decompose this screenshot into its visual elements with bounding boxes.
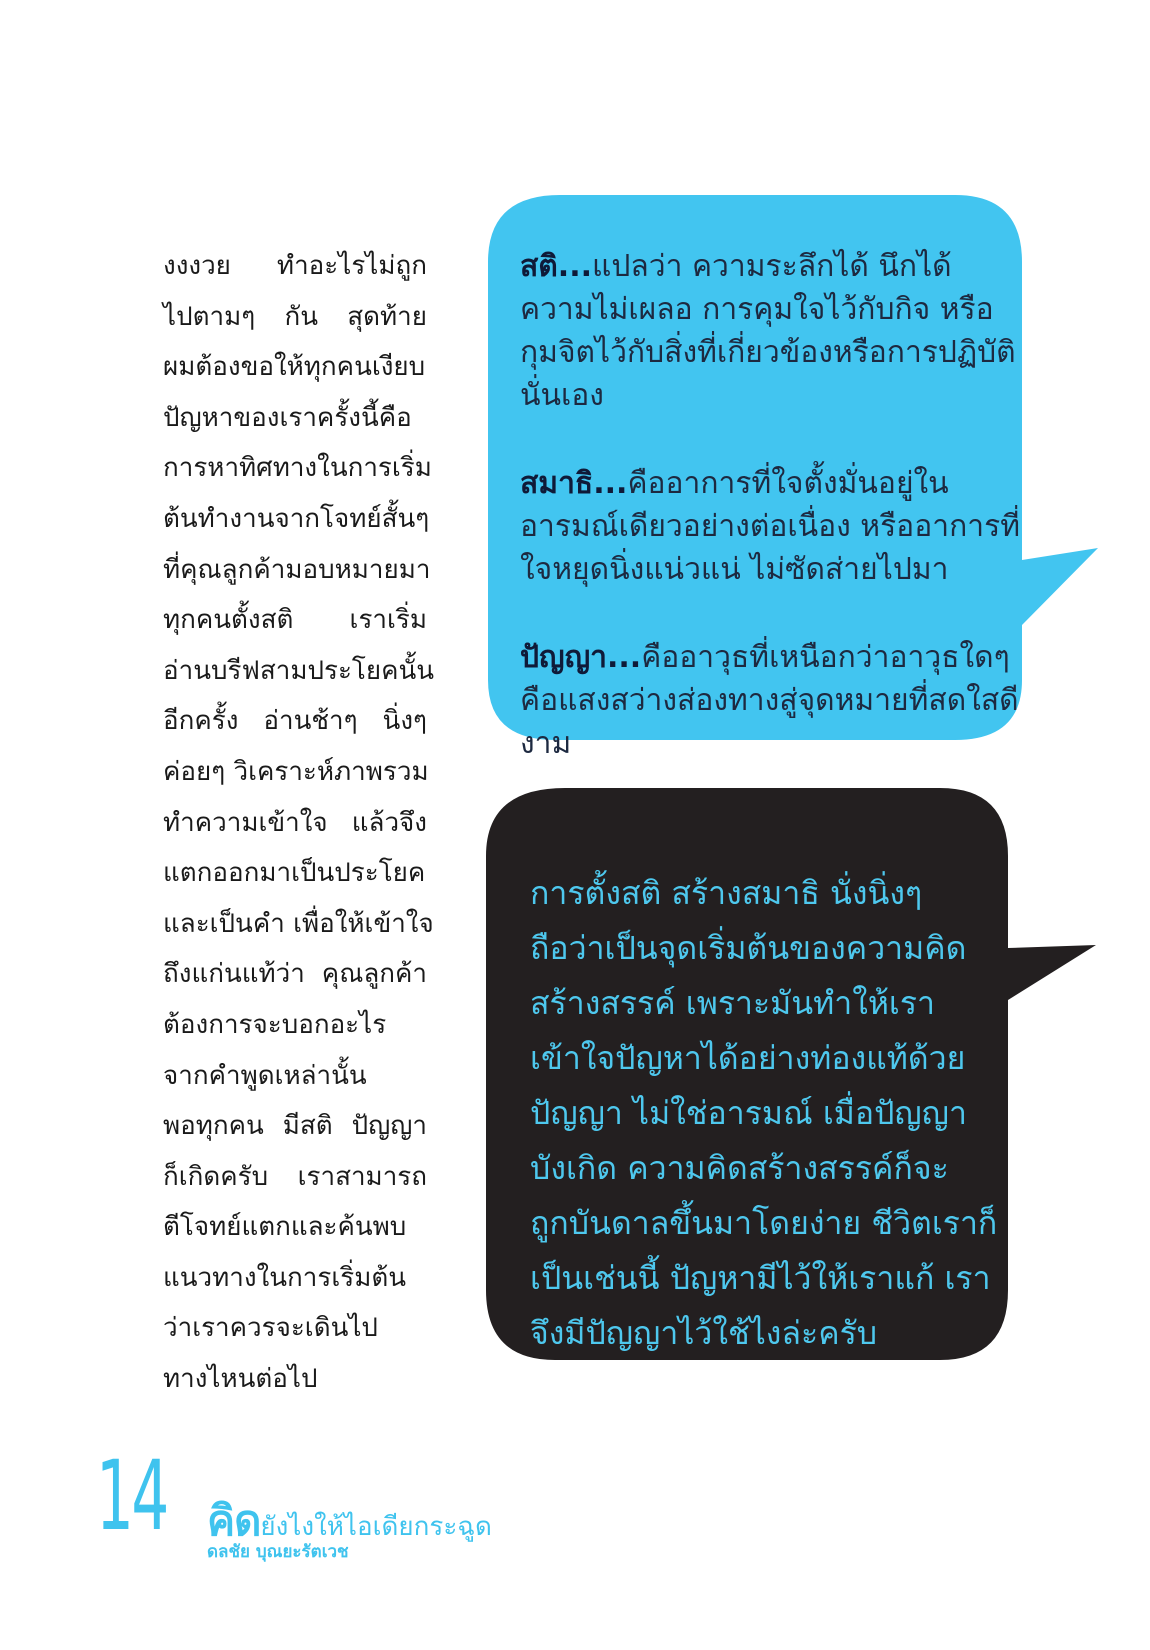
term-sati: สติ...	[520, 249, 592, 284]
body-text-line: อีกครั้ง อ่านช้าๆ นิ่งๆ	[163, 706, 427, 737]
dark-text-line: ถือว่าเป็นจุดเริ่มต้นของความคิด	[530, 929, 967, 967]
definition-samadhi-text: คืออาการที่ใจตั้งมั่นอยู่ในอารมณ์เดียวอย่างต่อเนื่อง หรืออาการที่ใจหยุดนิ่งแน่วแน่ ไม่ซัดส่ายไปมา	[520, 466, 1020, 587]
book-author: ดลชัย บุณยะรัตเวช	[207, 1542, 349, 1562]
page-number: 14	[96, 1440, 167, 1552]
body-text-line: ทุกคนตั้งสติ เราเริ่ม	[163, 605, 427, 636]
body-text-line: ตีโจทย์แตกและค้นพบ	[163, 1212, 407, 1243]
body-text-line: แนวทางในการเริ่มต้น	[163, 1262, 406, 1293]
body-text-line: ถึงแก่นแท้ว่า คุณลูกค้า	[163, 959, 427, 990]
term-panya: ปัญญา...	[520, 640, 642, 675]
body-text-line: ทำความเข้าใจ แล้วจึง	[163, 807, 427, 838]
book-title-main: คิด	[207, 1496, 261, 1545]
body-text-line: และเป็นคำ เพื่อให้เข้าใจ	[163, 908, 434, 939]
body-text-line: งงงวย ทำอะไรไม่ถูก	[163, 251, 427, 281]
dark-text-line: ปัญญา ไม่ใช่อารมณ์ เมื่อปัญญา	[530, 1094, 967, 1132]
body-text-line: อ่านบรีฟสามประโยคนั้น	[163, 655, 435, 686]
dark-text-line: การตั้งสติ สร้างสมาธิ นั่งนิ่งๆ	[530, 874, 923, 912]
body-text-line: ปัญหาของเราครั้งนี้คือ	[163, 402, 412, 433]
body-text-line: แตกออกมาเป็นประโยค	[163, 858, 426, 889]
body-text-line: ต้องการจะบอกอะไร	[163, 1009, 387, 1040]
body-text-line: ก็เกิดครับ เราสามารถ	[163, 1161, 427, 1192]
definition-panya-text: คืออาวุธที่เหนือกว่าอาวุธใดๆ คือแสงสว่างส่องทางสู่จุดหมายที่สดใสดีงาม	[520, 640, 1019, 761]
dark-text-line: ถูกบันดาลขึ้นมาโดยง่าย ชีวิตเราก็	[530, 1204, 998, 1242]
body-text-line: ทางไหนต่อไป	[163, 1364, 318, 1395]
body-text-line: ค่อยๆ วิเคราะห์ภาพรวม	[163, 756, 429, 787]
body-text-line: ว่าเราควรจะเดินไป	[163, 1313, 378, 1344]
body-text-line: ผมต้องขอให้ทุกคนเงียบ	[163, 352, 426, 383]
definition-sati-text: แปลว่า ความระลึกได้ นึกได้ ความไม่เผลอ การคุมใจไว้กับกิจ หรือกุมจิตไว้กับสิ่งที่เกี่ยวข้องหรือการปฏิบัตินั่นเอง	[520, 249, 1016, 413]
dark-text-line: จึงมีปัญญาไว้ใช้ไงล่ะครับ	[530, 1314, 878, 1352]
body-text-line: ที่คุณลูกค้ามอบหมายมา	[163, 554, 431, 585]
body-text-line: ไปตามๆ กัน สุดท้าย	[163, 301, 427, 332]
term-samadhi: สมาธิ...	[520, 466, 628, 501]
body-text-line: การหาทิศทางในการเริ่ม	[163, 453, 432, 484]
dark-text-line: เป็นเช่นนี้ ปัญหามีไว้ให้เราแก้ เรา	[530, 1259, 991, 1297]
dark-text-line: เข้าใจปัญหาได้อย่างท่องแท้ด้วย	[530, 1039, 966, 1077]
body-text-line: ต้นทำงานจากโจทย์สั้นๆ	[163, 503, 430, 534]
dark-text-line: สร้างสรรค์ เพราะมันทำให้เรา	[530, 984, 936, 1022]
dark-text-line: บังเกิด ความคิดสร้างสรรค์ก็จะ	[530, 1149, 949, 1187]
body-text-line: พอทุกคน มีสติ ปัญญา	[163, 1111, 427, 1142]
book-title-rest: ยังไงให้ไอเดียกระฉูด	[260, 1512, 492, 1542]
body-text-line: จากคำพูดเหล่านั้น	[163, 1060, 367, 1091]
dark-bubble-text	[530, 866, 998, 1361]
